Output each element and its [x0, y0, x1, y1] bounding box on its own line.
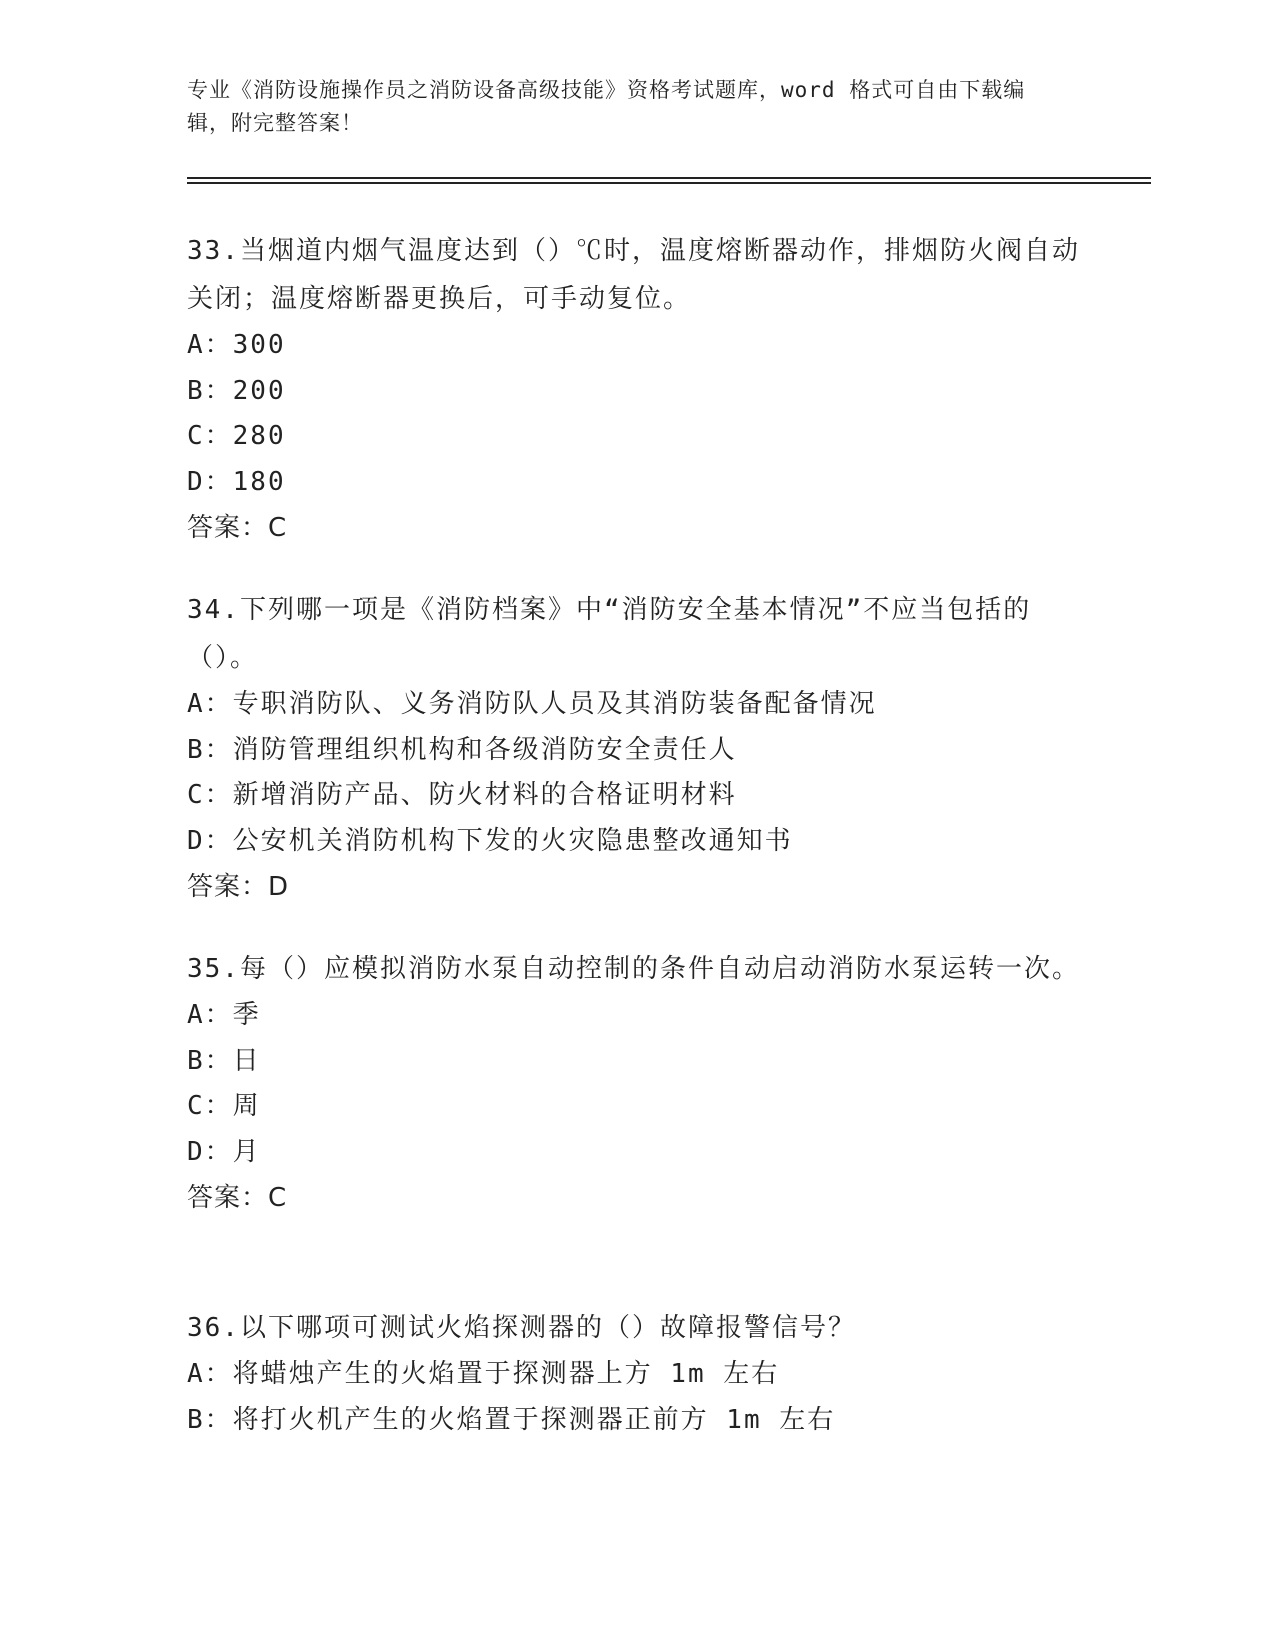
option-a: A：季 — [187, 1000, 261, 1030]
option-b: B：消防管理组织机构和各级消防安全责任人 — [187, 734, 737, 765]
option-d: D：月 — [187, 1136, 261, 1167]
answer: 答案：C — [187, 513, 288, 543]
option-c: C：周 — [187, 1091, 261, 1121]
question-36 — [187, 1304, 1087, 1443]
option-c: C：280 — [187, 421, 286, 451]
option-c: C：新增消防产品、防火材料的合格证明材料 — [187, 780, 737, 810]
question-text: 33.当烟道内烟气温度达到（）℃时，温度熔断器动作，排烟防火阀自动关闭；温度熔断器更换后，可手动复位。 — [187, 236, 1080, 314]
option-d: D：180 — [187, 466, 286, 497]
answer: 答案：D — [187, 872, 290, 902]
question-text: 34.下列哪一项是《消防档案》中“消防安全基本情况”不应当包括的（）。 — [187, 595, 1032, 673]
header-divider-bottom — [187, 182, 1151, 184]
option-a: A：将蜡烛产生的火焰置于探测器上方 1m 左右 — [187, 1359, 780, 1389]
option-b: B：将打火机产生的火焰置于探测器正前方 1m 左右 — [187, 1404, 836, 1435]
option-a: A：专职消防队、义务消防队人员及其消防装备配备情况 — [187, 689, 877, 719]
option-b: B：200 — [187, 375, 286, 406]
answer: 答案：C — [187, 1183, 288, 1213]
header-divider-top — [187, 177, 1151, 179]
question-34 — [187, 586, 1087, 910]
question-35 — [187, 945, 1087, 1221]
option-a: A：300 — [187, 330, 286, 360]
question-text: 35.每（）应模拟消防水泵自动控制的条件自动启动消防水泵运转一次。 — [187, 954, 1080, 984]
question-33 — [187, 227, 1087, 551]
document-header: 专业《消防设施操作员之消防设备高级技能》资格考试题库，word 格式可自由下载编辑，附完整答案！ — [187, 78, 1026, 135]
option-d: D：公安机关消防机构下发的火灾隐患整改通知书 — [187, 825, 793, 856]
option-b: B：日 — [187, 1045, 261, 1076]
question-text: 36.以下哪项可测试火焰探测器的（）故障报警信号？ — [187, 1313, 856, 1343]
